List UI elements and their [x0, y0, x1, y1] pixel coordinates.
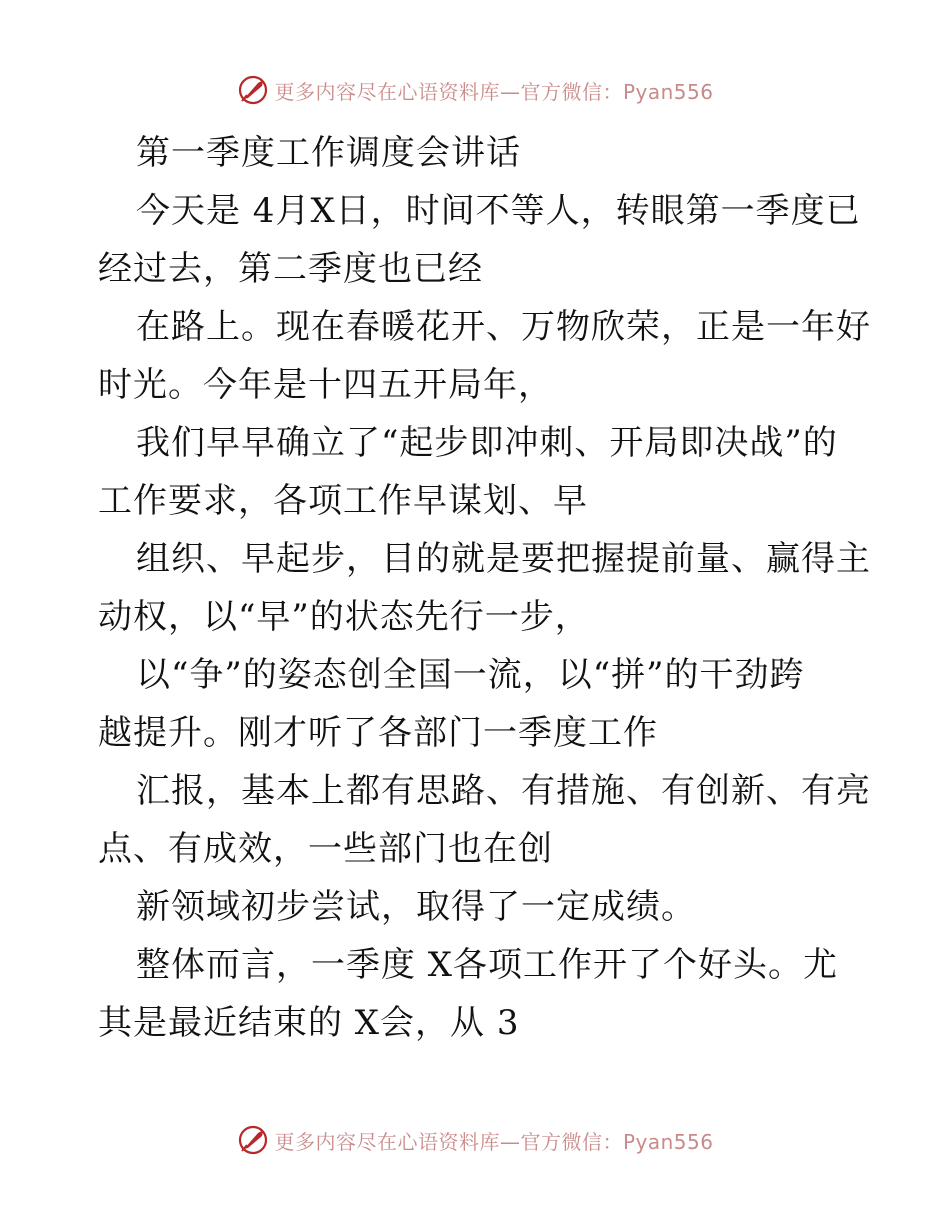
header-watermark-banner	[0, 70, 950, 110]
text-line: 工作要求，各项工作早谋划、早	[98, 481, 588, 521]
text-line: 动权，以“早”的状态先行一步，	[98, 597, 590, 637]
text-line: 在路上。现在春暖花开、万物欣荣，正是一年好	[136, 307, 871, 347]
text-line: 以“争”的姿态创全国一流，以“拼”的干劲跨	[136, 655, 805, 695]
footer-banner-text: 更多内容尽在心语资料库—官方微信：Pyan556	[274, 1129, 714, 1154]
text-line: 整体而言，一季度 X各项工作开了个好头。尤	[136, 945, 839, 985]
text-line: 经过去，第二季度也已经	[98, 249, 483, 289]
document-body	[98, 124, 871, 1052]
text-line: 组织、早起步，目的就是要把握提前量、赢得主	[136, 539, 871, 579]
text-line: 今天是 4月X日，时间不等人，转眼第一季度已	[136, 191, 861, 231]
text-line: 新领域初步尝试，取得了一定成绩。	[136, 887, 696, 927]
text-line: 时光。今年是十四五开局年，	[98, 365, 553, 405]
footer-watermark-banner	[0, 1120, 950, 1160]
header-banner-text: 更多内容尽在心语资料库—官方微信：Pyan556	[274, 79, 714, 104]
text-line: 汇报，基本上都有思路、有措施、有创新、有亮	[136, 771, 871, 811]
quill-pen-logo-icon	[236, 1123, 270, 1157]
text-line: 越提升。刚才听了各部门一季度工作	[98, 713, 658, 753]
text-line: 其是最近结束的 X会，从 3	[98, 1003, 520, 1043]
document-title: 第一季度工作调度会讲话	[136, 133, 521, 173]
text-line: 点、有成效，一些部门也在创	[98, 829, 553, 869]
text-line: 我们早早确立了“起步即冲刺、开局即决战”的	[136, 423, 838, 463]
quill-pen-logo-icon	[236, 73, 270, 107]
